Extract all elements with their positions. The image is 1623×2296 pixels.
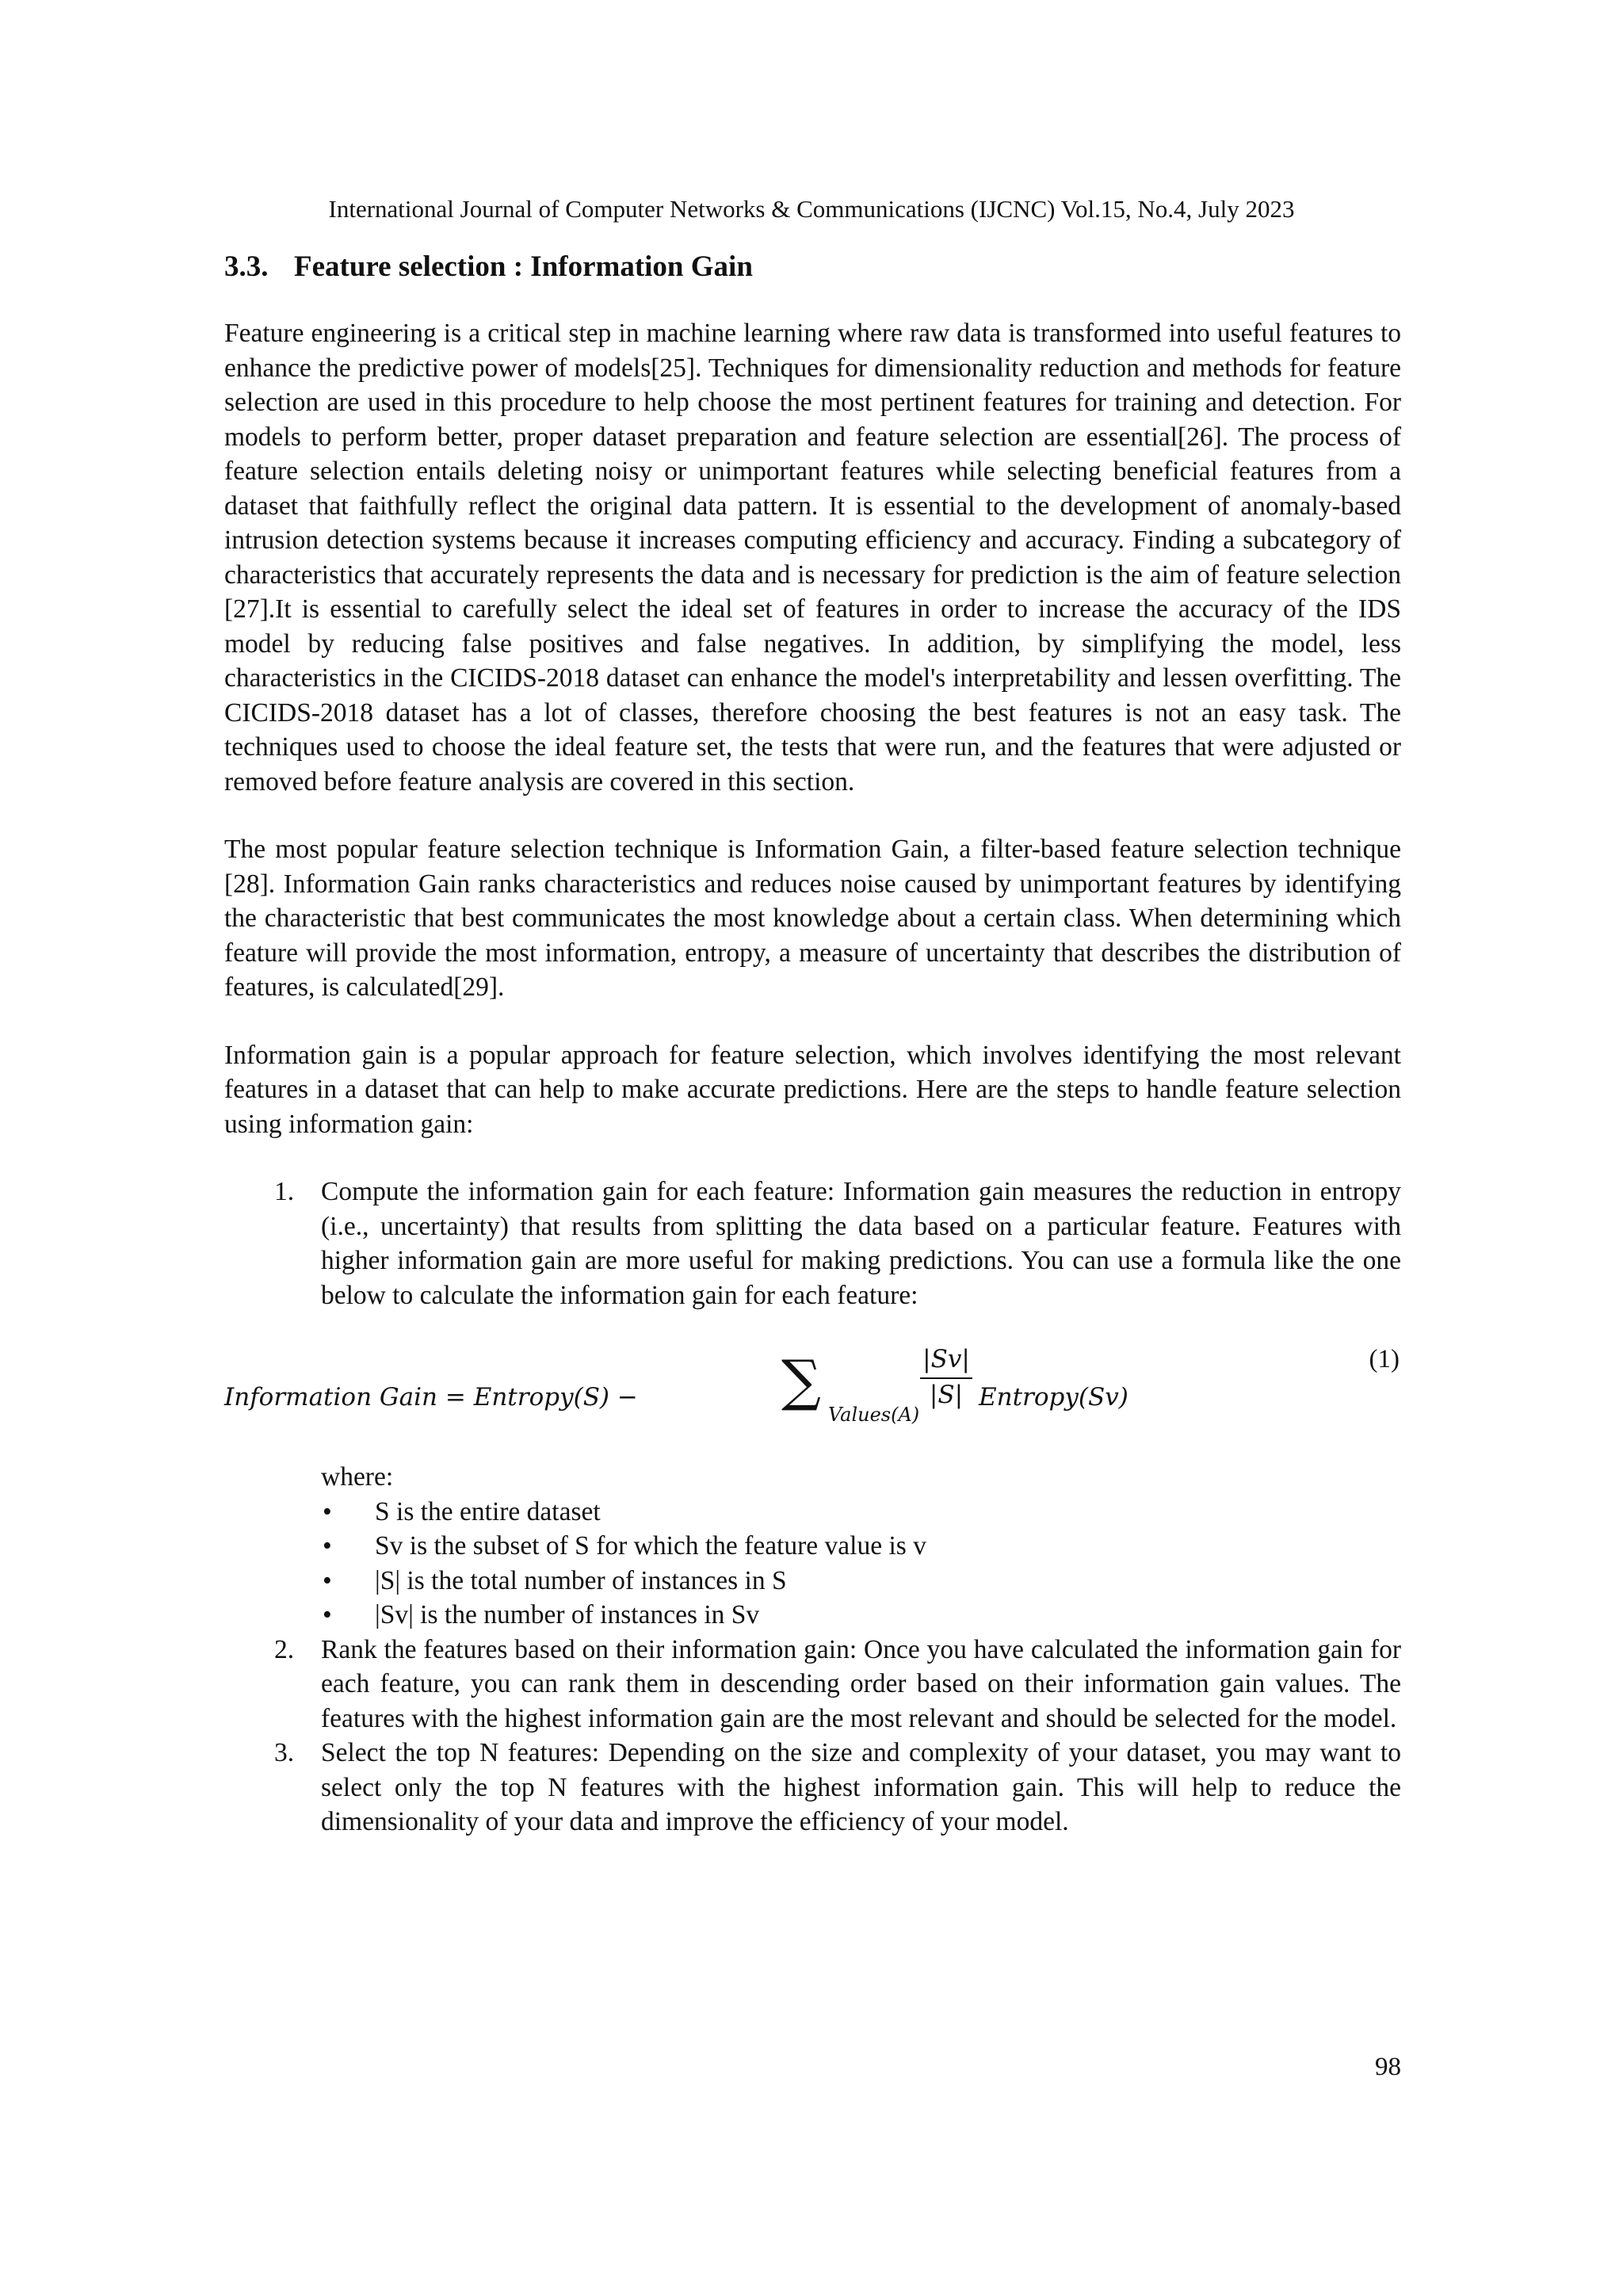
- body-content: [224, 316, 1401, 1839]
- paragraph-information-gain: The most popular feature selection technique is Information Gain, a filter-based feature selection technique [28]. Information Gain ranks characteristics and reduces noise caused by unimportant features by identifying the characteristic that best communicates the most knowledge about a certain class. When determining which feature will provide the most information, entropy, a measure of uncertainty that describes the distribution of features, is calculated[29].: [224, 835, 1401, 1002]
- step-text: Compute the information gain for each feature: Information gain measures the reduction in entropy (i.e., uncertainty) that results from splitting the data based on a particular feature. Features with higher information gain are more useful for making predictions. You can use a formula like the one below to calculate the information gain for each feature:: [321, 1177, 1401, 1310]
- summation-subscript: Values(A): [828, 1404, 920, 1426]
- step-item: [224, 1736, 1401, 1839]
- definition-list: [321, 1495, 1401, 1633]
- paragraph-steps-intro: Information gain is a popular approach for feature selection, which involves identifying the most relevant features in a dataset that can help to make accurate predictions. Here are the steps to handle feature selection using information gain:: [224, 1040, 1401, 1139]
- fraction-numerator: |Sv|: [920, 1344, 972, 1379]
- step-number: 2.: [274, 1634, 295, 1664]
- step-text: Rank the features based on their information gain: Once you have calculated the information gain for each feature, you can rank them in descending order based on their information gain values. The features with the highest information gain are the most relevant and should be selected for the model.: [321, 1634, 1401, 1733]
- summation-symbol: ∑: [781, 1348, 821, 1413]
- where-label: where:: [321, 1462, 394, 1492]
- section-title: Feature selection : Information Gain: [294, 250, 753, 283]
- definition-item: • S is the entire dataset: [321, 1495, 1401, 1530]
- step-item: [224, 1633, 1401, 1736]
- definition-item: • |Sv| is the number of instances in Sv: [321, 1598, 1401, 1633]
- step-item: [224, 1175, 1401, 1633]
- journal-header: International Journal of Computer Networks & Communications (IJCNC) Vol.15, No.4, July 2023: [328, 195, 1295, 223]
- equation-information-gain: [224, 1331, 1401, 1450]
- step-number: 1.: [274, 1177, 295, 1206]
- step-number: 3.: [274, 1738, 295, 1767]
- definition-item: • Sv is the subset of S for which the feature value is v: [321, 1529, 1401, 1564]
- equation-number: (1): [1369, 1345, 1400, 1373]
- page-number: 98: [1375, 2053, 1401, 2081]
- equation-lhs: Information Gain = Entropy(S) −: [224, 1383, 638, 1412]
- definition-item: • |S| is the total number of instances in S: [321, 1564, 1401, 1599]
- paragraph-feature-engineering: Feature engineering is a critical step in machine learning where raw data is transformed into useful features to enhance the predictive power of models[25]. Techniques for dimensionality reduction and methods for feature selection are used in this procedure to help choose the most pertinent features for training and detection. For models to perform better, proper dataset preparation and feature selection are essential[26]. The process of feature selection entails deleting noisy or unimportant features while selecting beneficial features from a dataset that faithfully reflect the original data pattern. It is essential to the development of anomaly-based intrusion detection systems because it increases computing efficiency and accuracy. Finding a subcategory of characteristics that accurately represents the data and is necessary for prediction is the aim of feature selection [27].It is essential to carefully select the ideal set of features in order to increase the accuracy of the IDS model by reducing false positives and false negatives. In addition, by simplifying the model, less characteristics in the CICIDS-2018 dataset can enhance the model's interpretability and lessen overfitting. The CICIDS-2018 dataset has a lot of classes, therefore choosing the best features is not an easy task. The techniques used to choose the ideal feature set, the tests that were run, and the features that were adjusted or removed before feature analysis are covered in this section.: [224, 319, 1401, 797]
- step-text: Select the top N features: Depending on the size and complexity of your dataset, you may want to select only the top N features with the highest information gain. This will help to reduce the dimensionality of your data and improve the efficiency of your model.: [321, 1738, 1401, 1836]
- fraction-denominator: |S|: [929, 1381, 964, 1409]
- equation-rhs: Entropy(Sv): [979, 1383, 1128, 1412]
- section-number: 3.3.: [224, 250, 269, 283]
- section-heading: [224, 249, 753, 285]
- equation-fraction: [920, 1344, 972, 1411]
- steps-list: [224, 1175, 1401, 1839]
